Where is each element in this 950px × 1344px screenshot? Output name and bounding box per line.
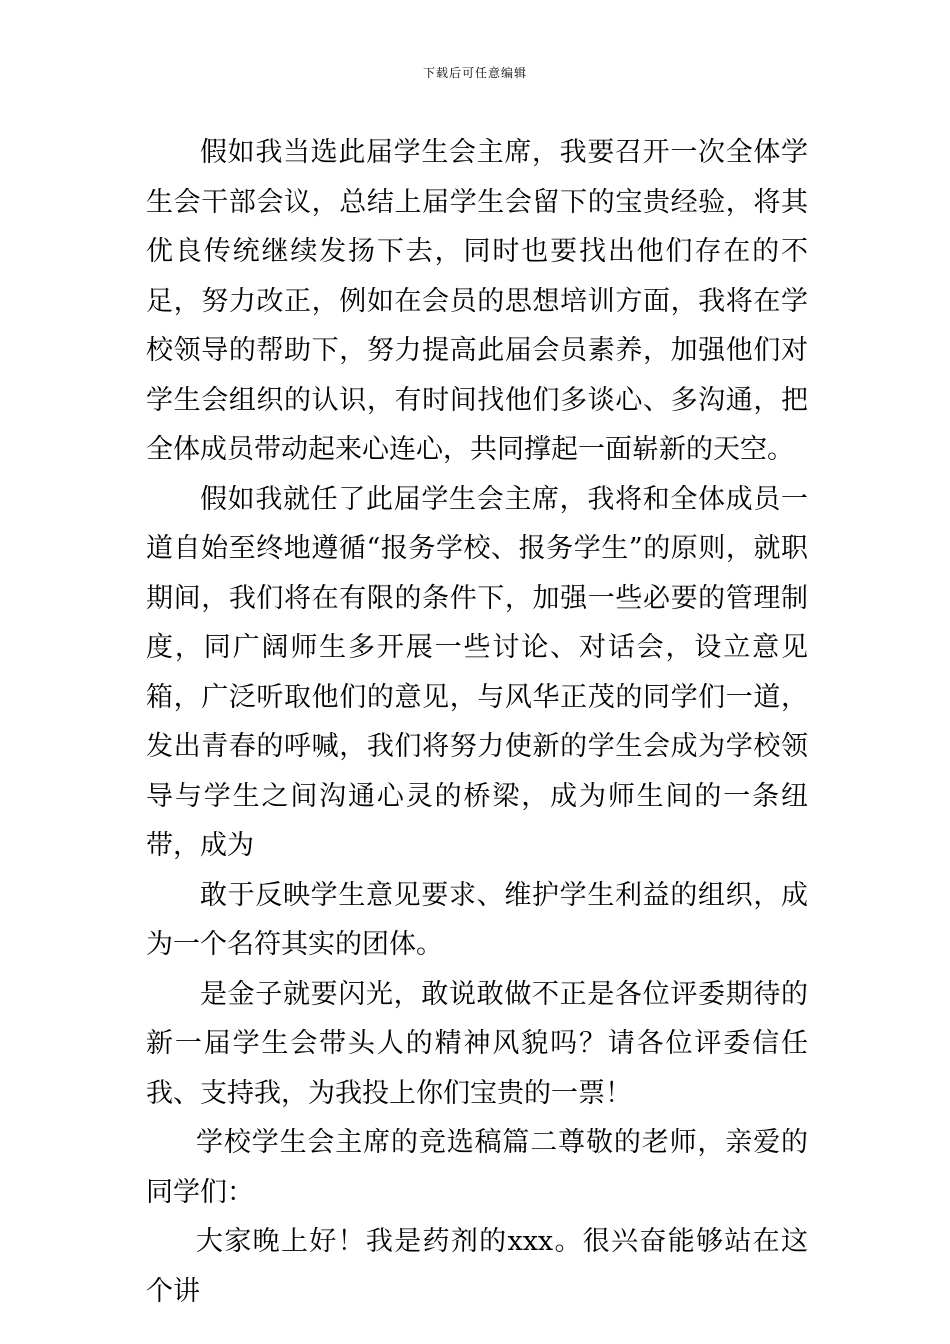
document-body <box>146 128 808 1316</box>
paragraph-1: 假如我当选此届学生会主席，我要召开一次全体学生会干部会议，总结上届学生会留下的宝贵经验，将其优良传统继续发扬下去，同时也要找出他们存在的不足，努力改正，例如在会员的思想培训方面，我将在学校领导的帮助下，努力提高此届会员素养，加强他们对学生会组织的认识，有时间找他们多谈心、多沟通，把全体成员带动起来心连心，共同撑起一面崭新的天空。 <box>146 137 808 465</box>
paragraph-6: 大家晚上好！我是药剂的xxx。很兴奋能够站在这个讲 <box>146 1226 808 1307</box>
paragraph-4: 是金子就要闪光，敢说敢做不正是各位评委期待的新一届学生会带头人的精神风貌吗？请各位评委信任我、支持我，为我投上你们宝贵的一票！ <box>146 978 808 1109</box>
page-header: 下载后可任意编辑 <box>422 66 527 80</box>
paragraph-5: 学校学生会主席的竞选稿篇二尊敬的老师，亲爱的同学们： <box>146 1127 808 1208</box>
paragraph-2: 假如我就任了此届学生会主席，我将和全体成员一道自始至终地遵循“报务学校、报务学生”的原则，就职期间，我们将在有限的条件下，加强一些必要的管理制度，同广阔师生多开展一些讨论、对话会，设立意见箱，广泛听取他们的意见，与风华正茂的同学们一道，发出青春的呼喊，我们将努力使新的学生会成为学校领导与学生之间沟通心灵的桥梁，成为师生间的一条纽带，成为 <box>146 483 808 861</box>
paragraph-3: 敢于反映学生意见要求、维护学生利益的组织，成为一个名符其实的团体。 <box>146 879 808 960</box>
